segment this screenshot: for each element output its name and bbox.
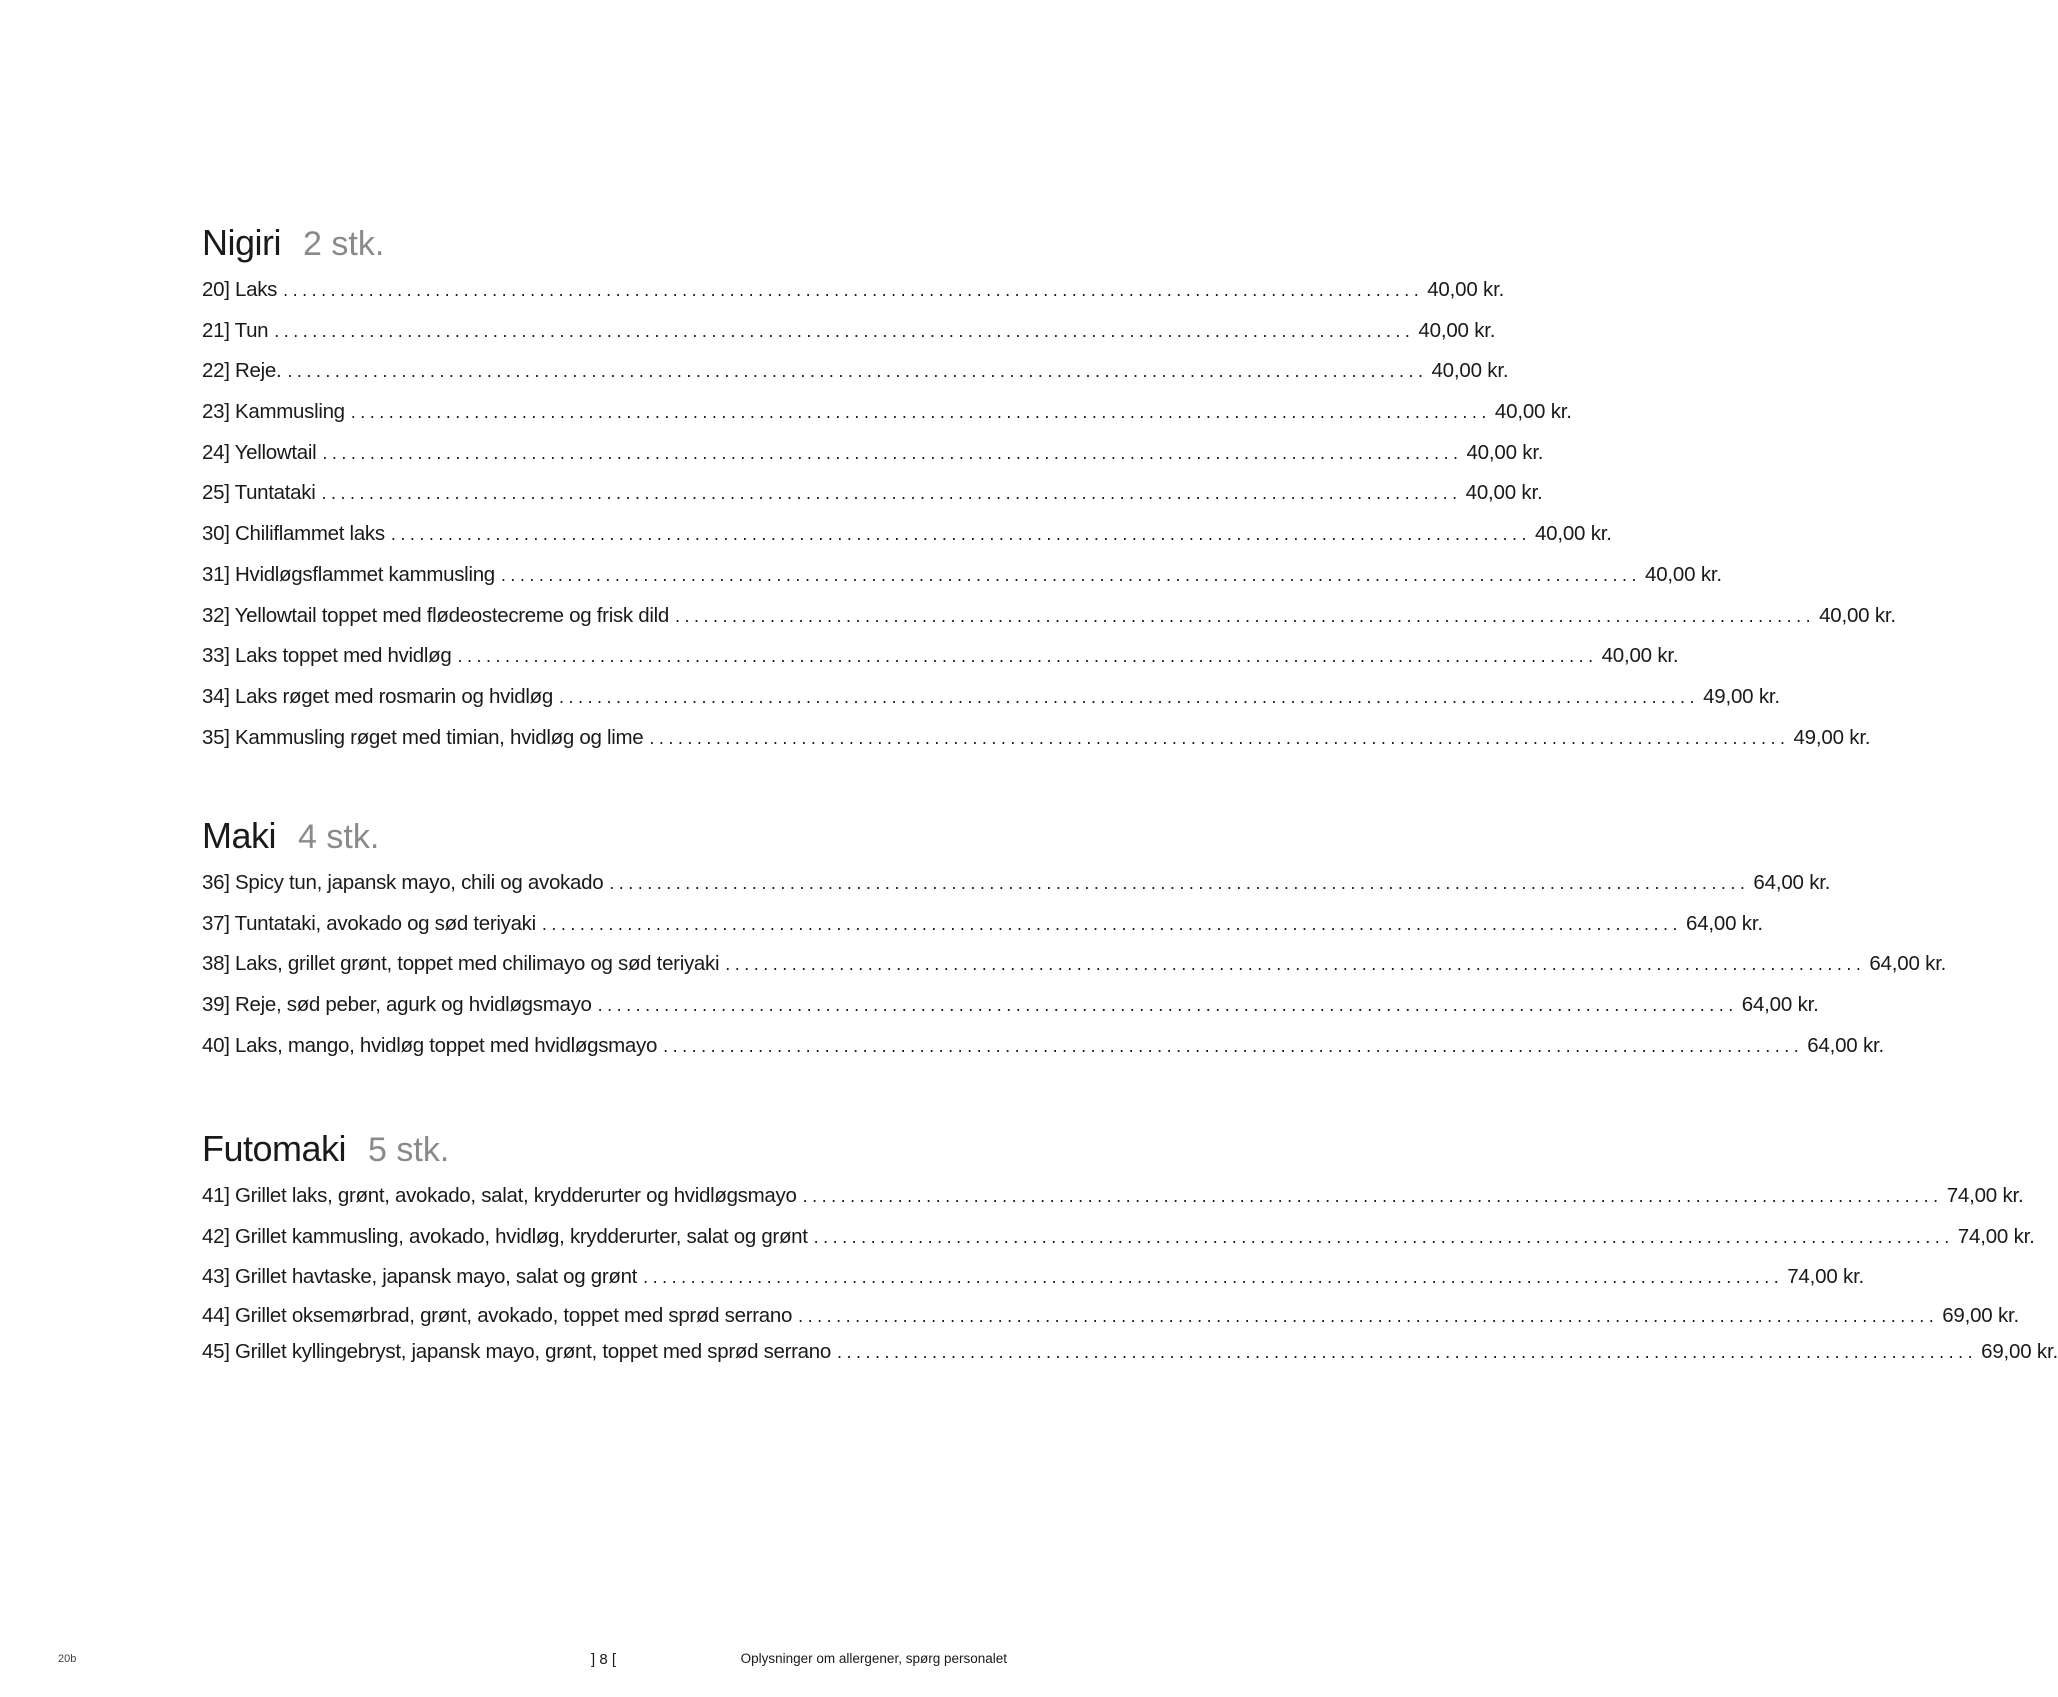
item-price: 49,00 kr. [1703, 684, 1780, 708]
item-price: 40,00 kr. [1645, 562, 1722, 586]
item-name: 25] Tuntataki [202, 481, 316, 505]
item-price: 64,00 kr. [1686, 911, 1763, 935]
menu-item [202, 985, 1819, 1026]
section-nigiri [202, 222, 1896, 758]
menu-item [202, 1334, 2058, 1370]
menu-item [202, 392, 1572, 433]
item-price: 64,00 kr. [1869, 952, 1947, 976]
item-name: 36] Spicy tun, japansk mayo, chili og avokado [202, 871, 604, 894]
item-price: 64,00 kr. [1807, 1033, 1885, 1057]
allergen-note: Oplysninger om allergener, spørg personalet [740, 1651, 1007, 1666]
dot-leader: ........................................................................................................................ [802, 1186, 1943, 1206]
item-name: 39] Reje, sød peber, agurk og hvidløgsmayo [202, 993, 592, 1017]
menu-item [202, 351, 1509, 392]
item-price: 40,00 kr. [1431, 359, 1509, 383]
section-quantity: 4 stk. [298, 818, 380, 856]
item-name: 20] Laks [202, 278, 278, 301]
dot-leader: ........................................................................................................................ [350, 402, 1491, 423]
menu-item [202, 1257, 1865, 1298]
menu-item [202, 636, 1679, 677]
dot-leader: ........................................................................................................................ [674, 605, 1816, 626]
item-name: 21] Tun [202, 318, 269, 342]
section-quantity: 5 stk. [368, 1131, 450, 1169]
item-price: 69,00 kr. [1942, 1304, 2020, 1328]
item-name: 24] Yellowtail [202, 440, 317, 464]
dot-leader: ........................................................................................................................ [609, 873, 1750, 893]
dot-leader: ........................................................................................................................ [837, 1342, 1978, 1363]
footer-code: 20b [58, 1653, 77, 1665]
dot-leader: ........................................................................................................................ [813, 1226, 1954, 1247]
item-price: 74,00 kr. [1787, 1265, 1865, 1289]
menu-item [202, 433, 1544, 474]
item-name: 34] Laks røget med rosmarin og hvidløg [202, 684, 553, 708]
item-price: 40,00 kr. [1418, 318, 1496, 342]
item-name: 43] Grillet havtaske, japansk mayo, salat og grønt [202, 1265, 638, 1289]
menu-item [202, 718, 1871, 759]
item-name: 45] Grillet kyllingebryst, japansk mayo, grønt, toppet med sprød serrano [202, 1340, 831, 1364]
menu-item [202, 1298, 2020, 1334]
section-heading [202, 222, 1004, 270]
menu-item [202, 596, 1896, 637]
dot-leader: ........................................................................................................................ [725, 954, 1866, 975]
menu-item [202, 677, 1780, 718]
item-price: 74,00 kr. [1957, 1224, 2035, 1248]
dot-leader: ........................................................................................................................ [798, 1306, 1939, 1327]
item-price: 40,00 kr. [1534, 522, 1612, 546]
dot-leader: ........................................................................................................................ [541, 913, 1683, 934]
item-name: 33] Laks toppet med hvidløg [202, 644, 452, 668]
dot-leader: ........................................................................................................................ [558, 686, 1700, 707]
item-price: 64,00 kr. [1753, 871, 1831, 894]
item-name: 22] Reje. [202, 359, 282, 383]
dot-leader: ........................................................................................................................ [390, 524, 1531, 545]
dot-leader: ........................................................................................................................ [663, 1035, 1804, 1056]
page-number: ] 8 [ [591, 1651, 617, 1668]
menu-item [202, 311, 1496, 352]
item-name: 32] Yellowtail toppet med flødeostecreme og frisk dild [202, 603, 669, 627]
menu-item [202, 270, 1505, 311]
item-price: 40,00 kr. [1819, 603, 1896, 627]
item-name: 37] Tuntataki, avokado og sød teriyaki [202, 911, 536, 935]
item-name: 41] Grillet laks, grønt, avokado, salat, krydderurter og hvidløgsmayo [202, 1184, 797, 1207]
dot-leader: ........................................................................................................................ [649, 727, 1790, 748]
dot-leader: ........................................................................................................................ [274, 320, 1415, 341]
section-maki [202, 815, 1947, 1066]
item-price: 69,00 kr. [1981, 1340, 2058, 1364]
item-price: 40,00 kr. [1427, 278, 1505, 301]
item-price: 49,00 kr. [1793, 725, 1871, 749]
section-title: Futomaki [202, 1128, 347, 1169]
section-title: Maki [202, 815, 277, 856]
item-price: 40,00 kr. [1466, 440, 1544, 464]
menu-item [202, 1026, 1885, 1067]
item-price: 40,00 kr. [1601, 644, 1679, 668]
menu-item [202, 1217, 2035, 1258]
dot-leader: ........................................................................................................................ [500, 564, 1642, 585]
menu-item [202, 514, 1612, 555]
item-price: 64,00 kr. [1741, 993, 1819, 1017]
menu-item [202, 944, 1947, 985]
section-quantity: 2 stk. [303, 225, 385, 263]
dot-leader: ........................................................................................................................ [283, 280, 1424, 300]
item-name: 31] Hvidløgsflammet kammusling [202, 562, 495, 586]
item-price: 40,00 kr. [1494, 400, 1572, 424]
dot-leader: ........................................................................................................................ [287, 361, 1428, 382]
item-name: 35] Kammusling røget med timian, hvidløg og lime [202, 725, 644, 749]
dot-leader: ........................................................................................................................ [321, 483, 1462, 504]
item-price: 74,00 kr. [1946, 1184, 2024, 1207]
menu-item [202, 1176, 2024, 1217]
dot-leader: ........................................................................................................................ [643, 1267, 1784, 1288]
dot-leader: ........................................................................................................................ [322, 442, 1463, 463]
section-title: Nigiri [202, 222, 282, 263]
menu-item [202, 555, 1722, 596]
section-futomaki [202, 1128, 2058, 1370]
menu-item [202, 904, 1763, 945]
section-heading [202, 1128, 1004, 1176]
dot-leader: ........................................................................................................................ [457, 646, 1598, 667]
item-name: 30] Chiliflammet laks [202, 522, 385, 546]
section-heading [202, 815, 1004, 863]
item-price: 40,00 kr. [1465, 481, 1543, 505]
menu-item [202, 473, 1543, 514]
item-name: 42] Grillet kammusling, avokado, hvidløg, krydderurter, salat og grønt [202, 1224, 808, 1248]
item-name: 40] Laks, mango, hvidløg toppet med hvidløgsmayo [202, 1033, 658, 1057]
item-name: 23] Kammusling [202, 400, 345, 424]
dot-leader: ........................................................................................................................ [597, 995, 1738, 1016]
item-name: 38] Laks, grillet grønt, toppet med chilimayo og sød teriyaki [202, 952, 720, 976]
item-name: 44] Grillet oksemørbrad, grønt, avokado, toppet med sprød serrano [202, 1304, 793, 1328]
menu-item [202, 863, 1831, 904]
